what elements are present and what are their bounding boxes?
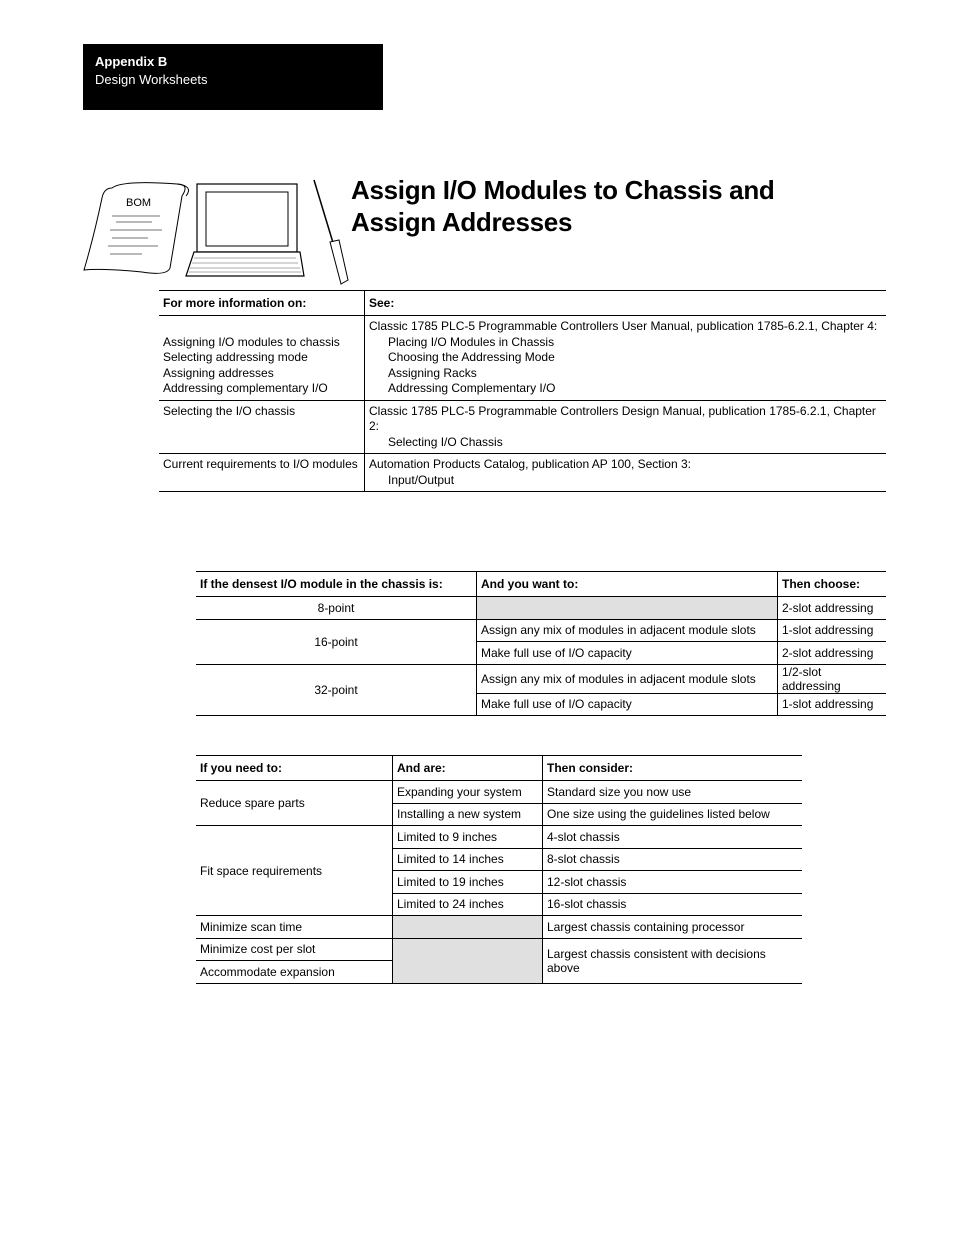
table-header-row — [159, 291, 886, 316]
reference-section: Assigning Racks — [388, 365, 477, 380]
want-cell: Assign any mix of modules in adjacent module slots — [477, 664, 778, 693]
col-header-see: See: — [365, 291, 887, 316]
need-cell: Minimize scan time — [196, 916, 393, 939]
topic: Current requirements to I/O modules — [163, 457, 358, 471]
col-header-want: And you want to: — [477, 572, 778, 597]
table-row — [196, 826, 802, 849]
topic: Addressing complementary I/O — [163, 381, 328, 395]
reference-cell — [365, 400, 887, 454]
more-info-table — [159, 290, 886, 492]
density-cell: 8-point — [196, 597, 477, 620]
table-row — [159, 454, 886, 492]
need-cell: Minimize cost per slot — [196, 938, 393, 961]
are-cell: Limited to 24 inches — [393, 893, 543, 916]
want-cell: Make full use of I/O capacity — [477, 642, 778, 665]
are-cell: Limited to 19 inches — [393, 871, 543, 894]
reference-section: Choosing the Addressing Mode — [388, 350, 555, 364]
choice-cell: 2-slot addressing — [778, 642, 887, 665]
choice-cell: 2-slot addressing — [778, 597, 887, 620]
reference: Classic 1785 PLC-5 Programmable Controllers User Manual, publication 1785-6.2.1, Chapter 4: — [369, 319, 878, 333]
need-cell: Accommodate expansion — [196, 961, 393, 984]
choice-cell: 1-slot addressing — [778, 619, 887, 642]
topic: Selecting addressing mode — [163, 350, 308, 364]
are-cell: Limited to 9 inches — [393, 826, 543, 849]
topic: Assigning I/O modules to chassis — [163, 334, 340, 349]
table-header-row — [196, 756, 802, 781]
choice-cell: 1/2-slot addressing — [778, 664, 887, 693]
appendix-header — [83, 44, 383, 110]
want-cell: Make full use of I/O capacity — [477, 693, 778, 716]
col-header-density: If the densest I/O module in the chassis is: — [196, 572, 477, 597]
table-header-row — [196, 572, 886, 597]
density-cell: 16-point — [196, 619, 477, 664]
section-label: Design Worksheets — [95, 72, 208, 87]
col-header-info: For more information on: — [159, 291, 365, 316]
reference: Automation Products Catalog, publication AP 100, Section 3: — [369, 457, 691, 471]
table-row — [196, 597, 886, 620]
need-cell: Reduce spare parts — [196, 781, 393, 826]
reference-cell — [365, 454, 887, 492]
empty-shaded-cell — [393, 938, 543, 983]
page-title — [351, 174, 775, 238]
reference-section: Placing I/O Modules in Chassis — [388, 334, 555, 349]
addressing-mode-table — [196, 571, 886, 716]
table-row — [159, 316, 886, 401]
table-row — [196, 938, 802, 961]
col-header-need: If you need to: — [196, 756, 393, 781]
bom-label: BOM — [126, 197, 152, 209]
topic: Assigning addresses — [163, 365, 274, 380]
table-row — [196, 916, 802, 939]
reference-cell — [365, 316, 887, 401]
chassis-size-table — [196, 755, 802, 984]
reference-section: Input/Output — [388, 472, 455, 487]
consider-cell: Largest chassis consistent with decisions above — [543, 938, 803, 983]
empty-shaded-cell — [393, 916, 543, 939]
table-row — [196, 619, 886, 642]
table-row — [159, 400, 886, 454]
col-header-consider: Then consider: — [543, 756, 803, 781]
topics-cell — [159, 316, 365, 401]
choice-cell: 1-slot addressing — [778, 693, 887, 716]
table-row — [196, 664, 886, 693]
table-row — [196, 781, 802, 804]
are-cell: Limited to 14 inches — [393, 848, 543, 871]
reference: Classic 1785 PLC-5 Programmable Controllers Design Manual, publication 1785-6.2.1, Chapter 2: — [369, 403, 876, 433]
title-line-1: Assign I/O Modules to Chassis and — [351, 175, 775, 205]
topic: Selecting the I/O chassis — [163, 403, 296, 418]
appendix-label: Appendix B — [95, 54, 168, 69]
consider-cell: 12-slot chassis — [543, 871, 803, 894]
reference-section: Selecting I/O Chassis — [388, 434, 503, 449]
topics-cell — [159, 454, 365, 492]
consider-cell: 8-slot chassis — [543, 848, 803, 871]
consider-cell: 4-slot chassis — [543, 826, 803, 849]
want-cell: Assign any mix of modules in adjacent module slots — [477, 619, 778, 642]
empty-shaded-cell — [477, 597, 778, 620]
density-cell: 32-point — [196, 664, 477, 716]
consider-cell: One size using the guidelines listed below — [543, 803, 803, 826]
worksheet-illustration — [82, 176, 352, 286]
consider-cell: 16-slot chassis — [543, 893, 803, 916]
col-header-choose: Then choose: — [778, 572, 887, 597]
need-cell: Fit space requirements — [196, 826, 393, 916]
reference-section: Addressing Complementary I/O — [388, 381, 556, 395]
consider-cell: Standard size you now use — [543, 781, 803, 804]
topics-cell — [159, 400, 365, 454]
title-line-2: Assign Addresses — [351, 207, 573, 237]
consider-cell: Largest chassis containing processor — [543, 916, 803, 939]
are-cell: Installing a new system — [393, 803, 543, 826]
col-header-are: And are: — [393, 756, 543, 781]
are-cell: Expanding your system — [393, 781, 543, 804]
